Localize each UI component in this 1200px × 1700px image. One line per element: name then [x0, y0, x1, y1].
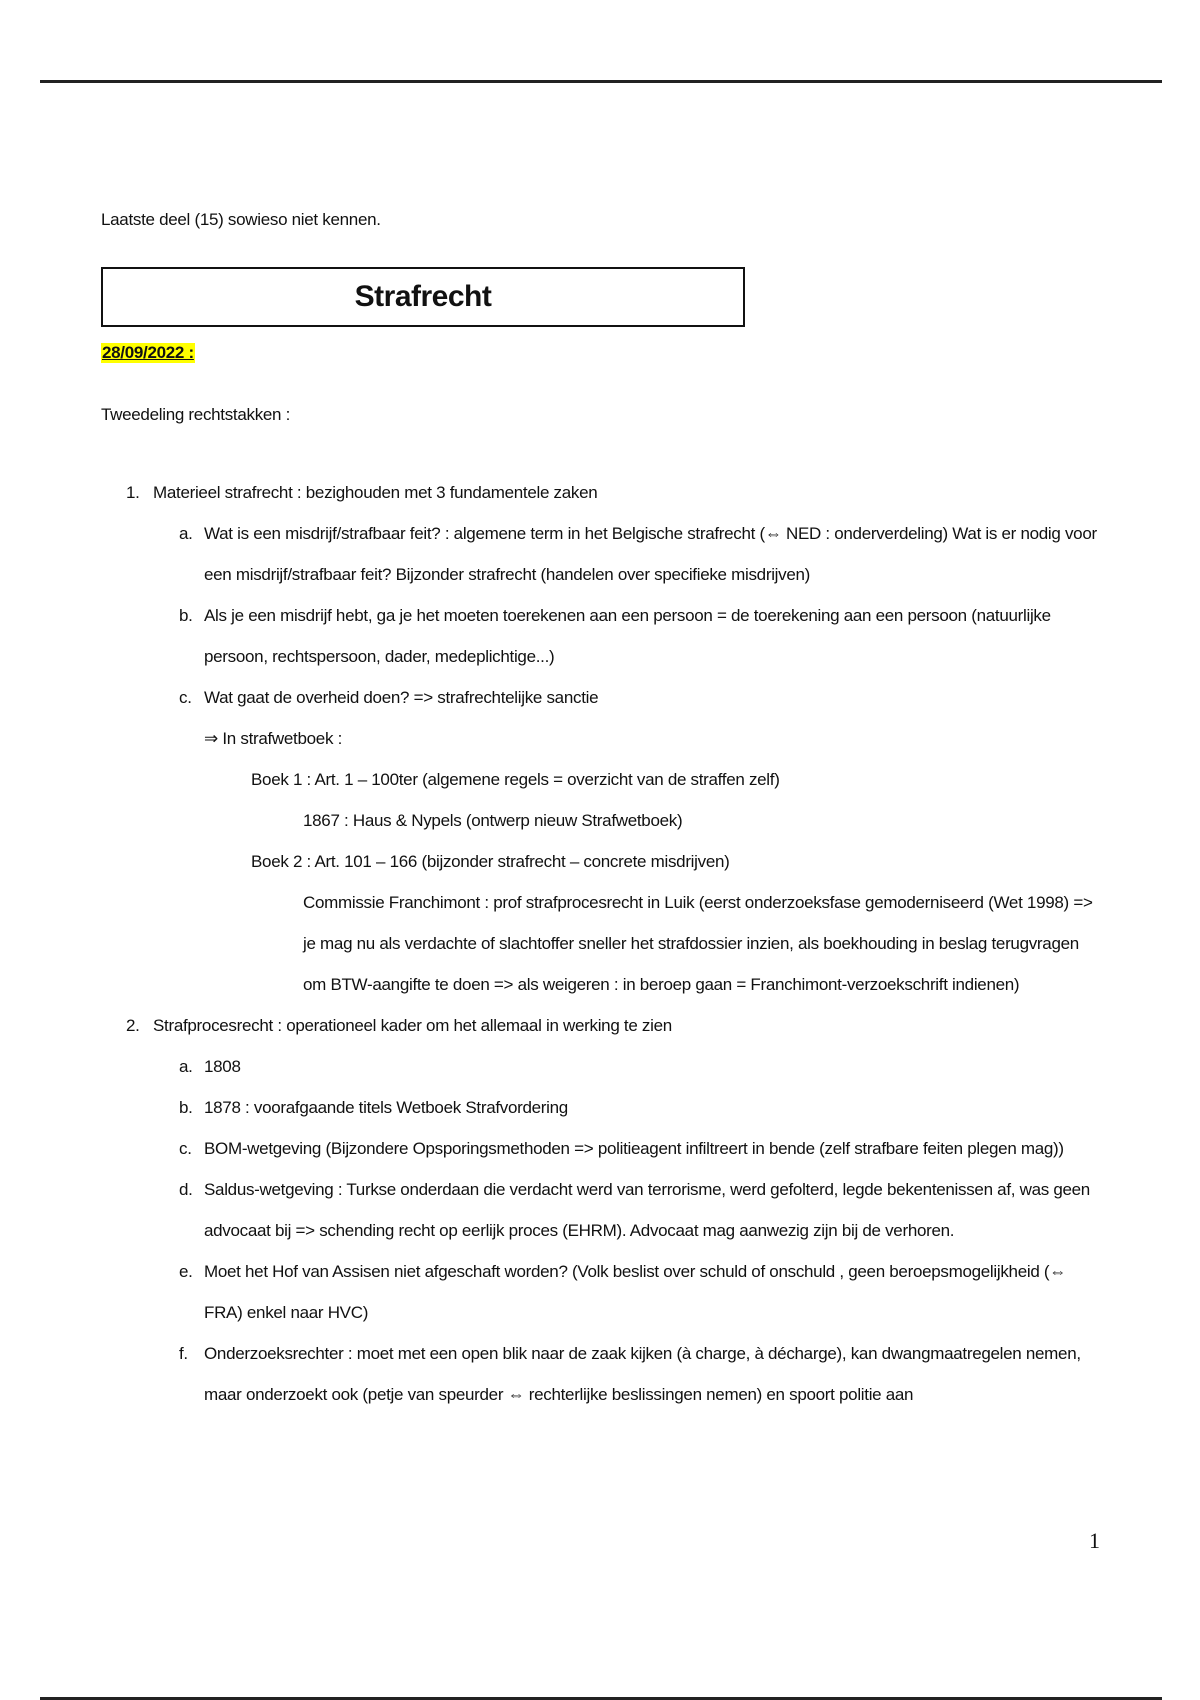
list-item — [101, 1046, 1101, 1087]
list-item — [101, 759, 1101, 800]
list-item — [101, 472, 1101, 513]
list-text: 1867 : Haus & Nypels (ontwerp nieuw Strafwetboek) — [303, 811, 683, 830]
list-item — [101, 718, 1101, 759]
list-text: 1878 : voorafgaande titels Wetboek Strafvordering — [204, 1098, 568, 1117]
outline-list — [101, 472, 1101, 1415]
list-marker: c. — [179, 1139, 192, 1158]
list-item — [101, 841, 1101, 882]
page-number: 1 — [1089, 1528, 1100, 1553]
list-marker: a. — [179, 524, 193, 543]
list-item — [101, 513, 1101, 595]
list-marker: b. — [179, 606, 193, 625]
section-heading: Tweedeling rechtstakken : — [101, 405, 291, 424]
top-rule — [40, 80, 1162, 83]
list-marker: a. — [179, 1057, 193, 1076]
page-title: Strafrecht — [101, 267, 745, 327]
list-item — [101, 882, 1101, 1005]
list-item — [101, 1333, 1101, 1415]
intro-note: Laatste deel (15) sowieso niet kennen. — [101, 210, 381, 229]
list-text: Saldus-wetgeving : Turkse onderdaan die verdacht werd van terrorisme, werd gefolterd, legde bekentenissen af, was geen advocaat bij => schending recht op eerlijk proces (EHRM). Advocaat mag aanwezig zijn bij de verhoren. — [204, 1180, 1090, 1240]
list-item — [101, 800, 1101, 841]
list-marker: c. — [179, 688, 192, 707]
list-marker: e. — [179, 1262, 193, 1281]
list-item — [101, 1251, 1101, 1333]
list-item — [101, 1087, 1101, 1128]
list-marker: b. — [179, 1098, 193, 1117]
list-text: Moet het Hof van Assisen niet afgeschaft worden? (Volk beslist over schuld of onschuld , geen beroepsmogelijkheid (⇔ FRA) enkel naar HVC) — [204, 1262, 1066, 1322]
list-marker: d. — [179, 1180, 193, 1199]
list-item — [101, 595, 1101, 677]
list-text: Materieel strafrecht : bezighouden met 3 fundamentele zaken — [153, 483, 598, 502]
list-text: Wat gaat de overheid doen? => strafrechtelijke sanctie — [204, 688, 599, 707]
list-item — [101, 677, 1101, 718]
list-marker: 1. — [126, 483, 140, 502]
list-text: Strafprocesrecht : operationeel kader om het allemaal in werking te zien — [153, 1016, 672, 1035]
list-item — [101, 1005, 1101, 1046]
list-text: Onderzoeksrechter : moet met een open blik naar de zaak kijken (à charge, à décharge), kan dwangmaatregelen nemen, maar onderzoekt ook (petje van speurder ⇔ rechterlijke beslissingen nemen) en spoort politie aan — [204, 1344, 1081, 1404]
list-text: 1808 — [204, 1057, 241, 1076]
list-text: BOM-wetgeving (Bijzondere Opsporingsmethoden => politieagent infiltreert in bende (zelf strafbare feiten plegen mag)) — [204, 1139, 1064, 1158]
list-text: Wat is een misdrijf/strafbaar feit? : algemene term in het Belgische strafrecht (⇔ NED : onderverdeling) Wat is er nodig voor een misdrijf/strafbaar feit? Bijzonder strafrecht (handelen over specifieke misdrijven) — [204, 524, 1097, 584]
list-text: Als je een misdrijf hebt, ga je het moeten toerekenen aan een persoon = de toerekening aan een persoon (natuurlijke persoon, rechtspersoon, dader, medeplichtige...) — [204, 606, 1051, 666]
list-text: Boek 1 : Art. 1 – 100ter (algemene regels = overzicht van de straffen zelf) — [251, 770, 780, 789]
list-text: ⇒ In strafwetboek : — [204, 729, 342, 748]
list-text: Commissie Franchimont : prof strafprocesrecht in Luik (eerst onderzoeksfase gemoderniseerd (Wet 1998) => je mag nu als verdachte of slachtoffer sneller het strafdossier inzien, als boekhouding in beslag terugvragen om BTW-aangifte te doen => als weigeren : in beroep gaan = Franchimont-verzoekschrift indienen) — [303, 893, 1093, 994]
date-highlight: 28/09/2022 : — [102, 343, 194, 362]
list-marker: f. — [179, 1344, 188, 1363]
list-item — [101, 1169, 1101, 1251]
list-text: Boek 2 : Art. 101 – 166 (bijzonder strafrecht – concrete misdrijven) — [251, 852, 730, 871]
list-item — [101, 1128, 1101, 1169]
list-marker: 2. — [126, 1016, 140, 1035]
